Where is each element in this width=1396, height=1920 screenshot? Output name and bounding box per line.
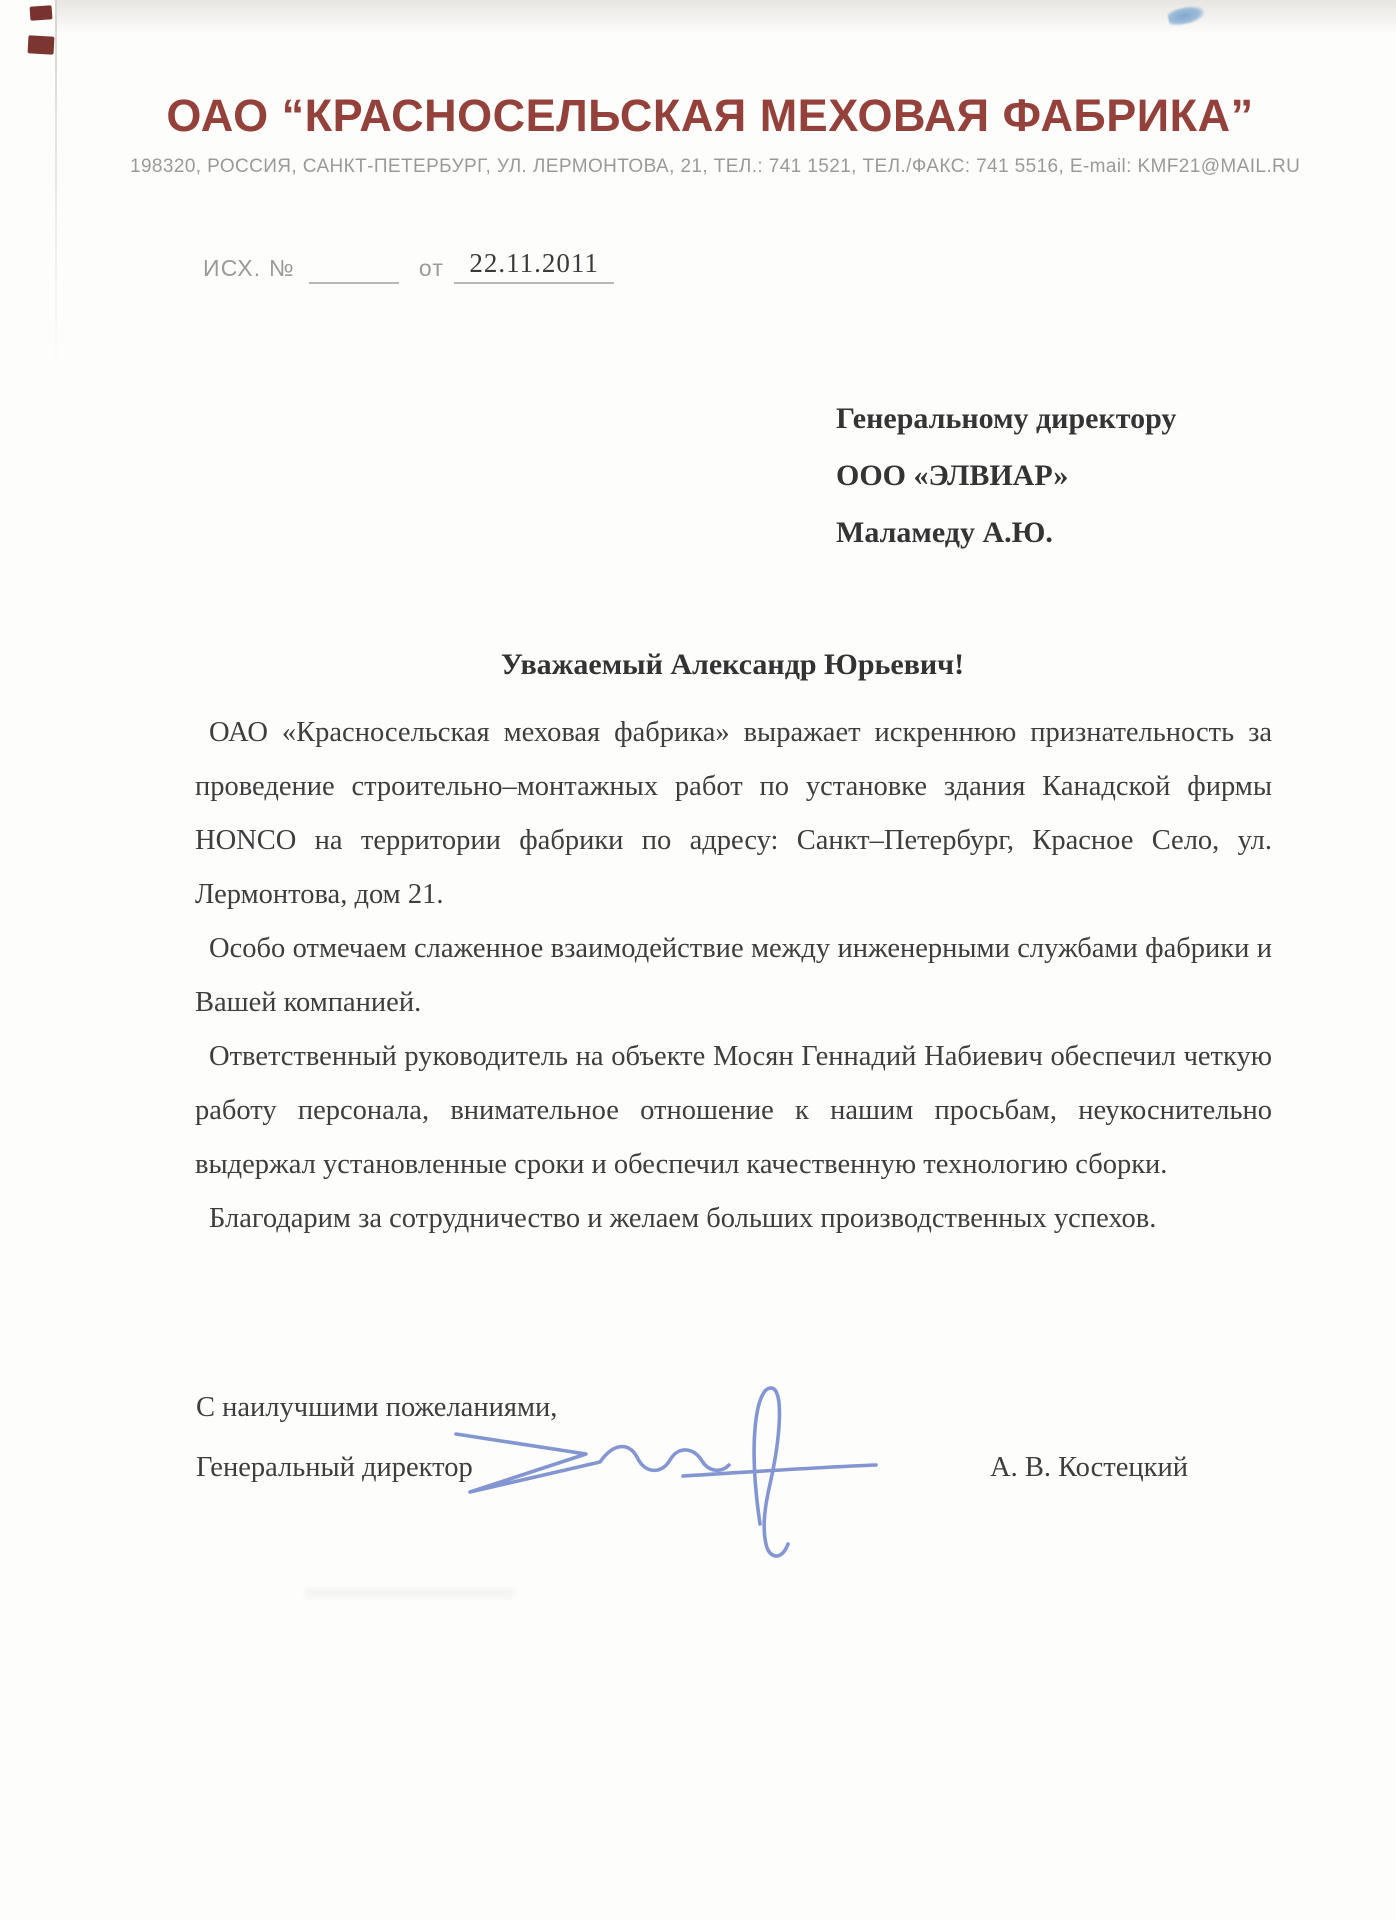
letterhead xyxy=(130,90,1301,178)
closing-regards: С наилучшими пожеланиями, xyxy=(196,1392,558,1423)
salutation: Уважаемый Александр Юрьевич! xyxy=(500,648,965,681)
signatory-title: Генеральный директор xyxy=(196,1452,473,1483)
date-from-label: от xyxy=(418,255,445,281)
addressee-position: Генеральному директору xyxy=(836,402,1177,435)
outgoing-number-label: ИСХ. № xyxy=(203,255,295,281)
scan-artifact-smudge xyxy=(305,1588,515,1598)
company-address-line: 198320, РОССИЯ, САНКТ-ПЕТЕРБУРГ, УЛ. ЛЕРМОНТОВА, 21, ТЕЛ.: 741 1521, ТЕЛ./ФАКС: 741 5516, E-mail: KMF21@MAIL.RU xyxy=(130,156,1301,177)
addressee-company: ООО «ЭЛВИАР» xyxy=(836,459,1069,492)
outgoing-number-blank xyxy=(309,256,399,284)
scan-artifact-red-mark xyxy=(30,5,53,21)
reference-number-row xyxy=(203,244,614,284)
addressee-name: Маламеду А.Ю. xyxy=(836,516,1053,549)
body-paragraph: Особо отмечаем слаженное взаимодействие между инженерными службами фабрики и Вашей компанией. xyxy=(195,933,1272,1018)
body-paragraph: Благодарим за сотрудничество и желаем больших производственных успехов. xyxy=(209,1203,1157,1234)
letter-body xyxy=(195,706,1272,1246)
signature-ink-icon xyxy=(428,1372,888,1582)
scan-edge-line xyxy=(55,0,57,380)
body-paragraph: ОАО «Красносельская меховая фабрика» выражает искреннюю признательность за проведение строительно–монтажных работ по установке здания Канадской фирмы HONCO на территории фабрики по адресу: Санкт–Петербург, Красное Село, ул. Лермонтова, дом 21. xyxy=(195,717,1272,910)
body-paragraph: Ответственный руководитель на объекте Мосян Геннадий Набиевич обеспечил четкую работу персонала, внимательное отношение к нашим просьбам, неукоснительно выдержал установленные сроки и обеспечил качественную технологию сборки. xyxy=(195,1041,1272,1180)
signatory-name: А. В. Костецкий xyxy=(990,1452,1188,1483)
addressee-block xyxy=(836,390,1176,561)
company-name: ОАО “КРАСНОСЕЛЬСКАЯ МЕХОВАЯ ФАБРИКА” xyxy=(166,90,1254,141)
handwritten-date: 22.11.2011 xyxy=(454,248,614,284)
scan-artifact-red-mark xyxy=(28,35,55,54)
